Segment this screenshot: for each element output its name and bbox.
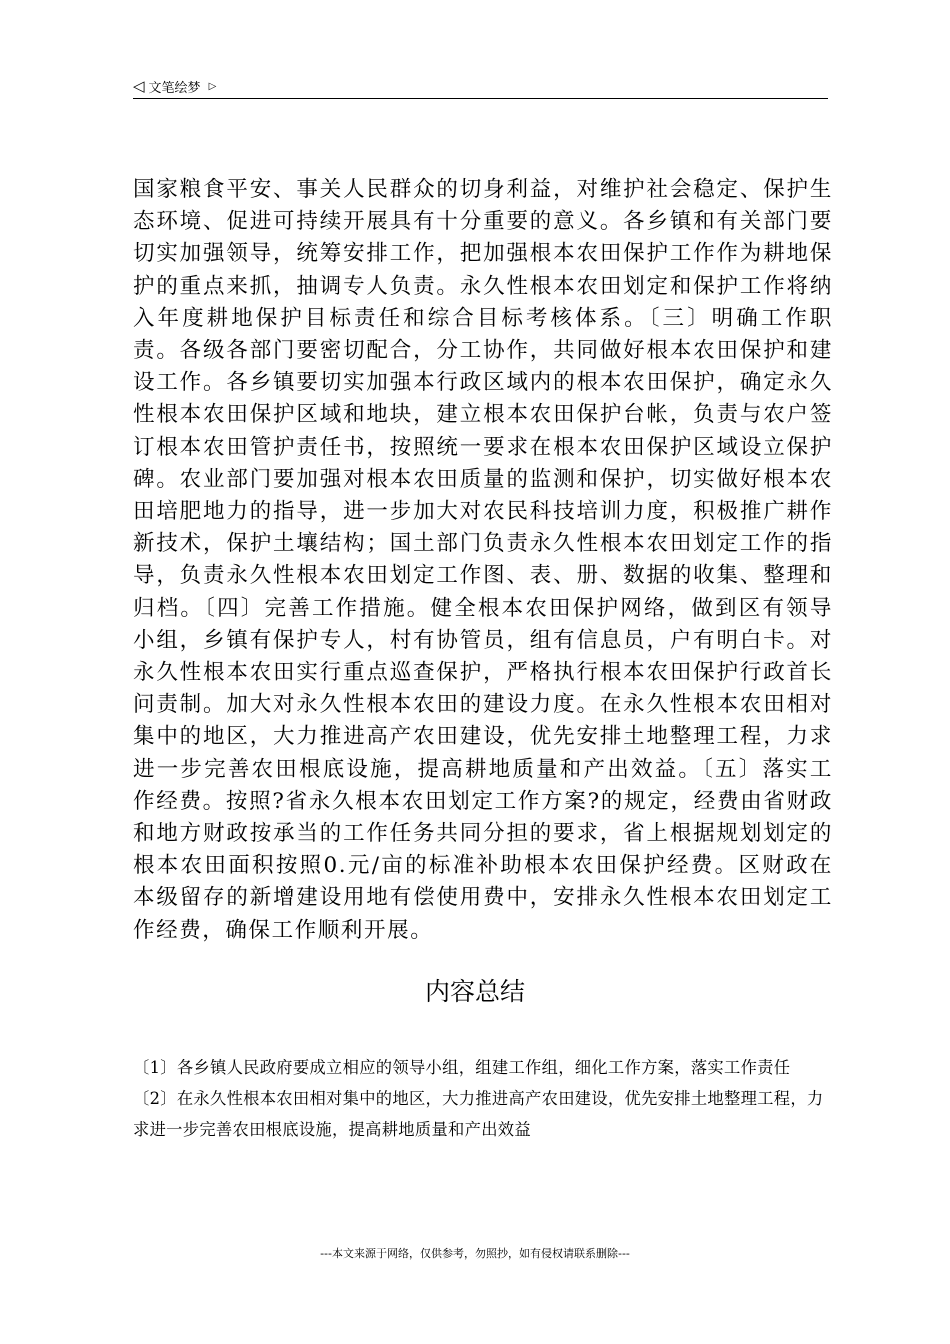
header-title: 文笔绘梦 bbox=[148, 80, 201, 96]
summary-list bbox=[133, 1052, 833, 1145]
left-triangle-icon: ◁ bbox=[133, 77, 145, 95]
summary-item-2: 〔2〕在永久性根本农田相对集中的地区，大力推进高产农田建设，优先安排土地整理工程，力求进一步完善农田根底设施，提高耕地质量和产出效益 bbox=[133, 1089, 824, 1139]
body-paragraph: 国家粮食平安、事关人民群众的切身利益，对维护社会稳定、保护生态环境、促进可持续开展具有十分重要的意义。各乡镇和有关部门要切实加强领导，统筹安排工作，把加强根本农田保护工作作为耕地保护的重点来抓，抽调专人负责。永久性根本农田划定和保护工作将纳入年度耕地保护目标责任和综合目标考核体系。〔三〕明确工作职责。各级各部门要密切配合，分工协作，共同做好根本农田保护和建设工作。各乡镇要切实加强本行政区域内的根本农田保护，确定永久性根本农田保护区域和地块，建立根本农田保护台帐，负责与农户签订根本农田管护责任书，按照统一要求在根本农田保护区域设立保护碑。农业部门要加强对根本农田质量的监测和保护，切实做好根本农田培肥地力的指导，进一步加大对农民科技培训力度，积极推广耕作新技术，保护土壤结构；国土部门负责永久性根本农田划定工作的指导，负责永久性根本农田划定工作图、表、册、数据的收集、整理和归档。〔四〕完善工作措施。健全根本农田保护网络，做到区有领导小组，乡镇有保护专人，村有协管员，组有信息员，户有明白卡。对永久性根本农田实行重点巡查保护，严格执行根本农田保护行政首长问责制。加大对永久性根本农田的建设力度。在永久性根本农田相对集中的地区，大力推进高产农田建设，优先安排土地整理工程，力求进一步完善农田根底设施，提高耕地质量和产出效益。〔五〕落实工作经费。按照?省永久根本农田划定工作方案?的规定，经费由省财政和地方财政按承当的工作任务共同分担的要求，省上根据规划划定的根本农田面积按照0.元/亩的标准补助根本农田保护经费。区财政在本级留存的新增建设用地有偿使用费中，安排永久性根本农田划定工作经费，确保工作顺利开展。 bbox=[133, 177, 833, 943]
page-header bbox=[133, 74, 828, 99]
page-footer: ---本文来源于网络，仅供参考，勿照抄，如有侵权请联系删除--- bbox=[320, 1247, 630, 1260]
summary-title: 内容总结 bbox=[424, 977, 525, 1006]
right-triangle-icon: ▷ bbox=[208, 80, 217, 92]
summary-item-1: 〔1〕各乡镇人民政府要成立相应的领导小组，组建工作组，细化工作方案，落实工作责任 bbox=[133, 1058, 791, 1077]
